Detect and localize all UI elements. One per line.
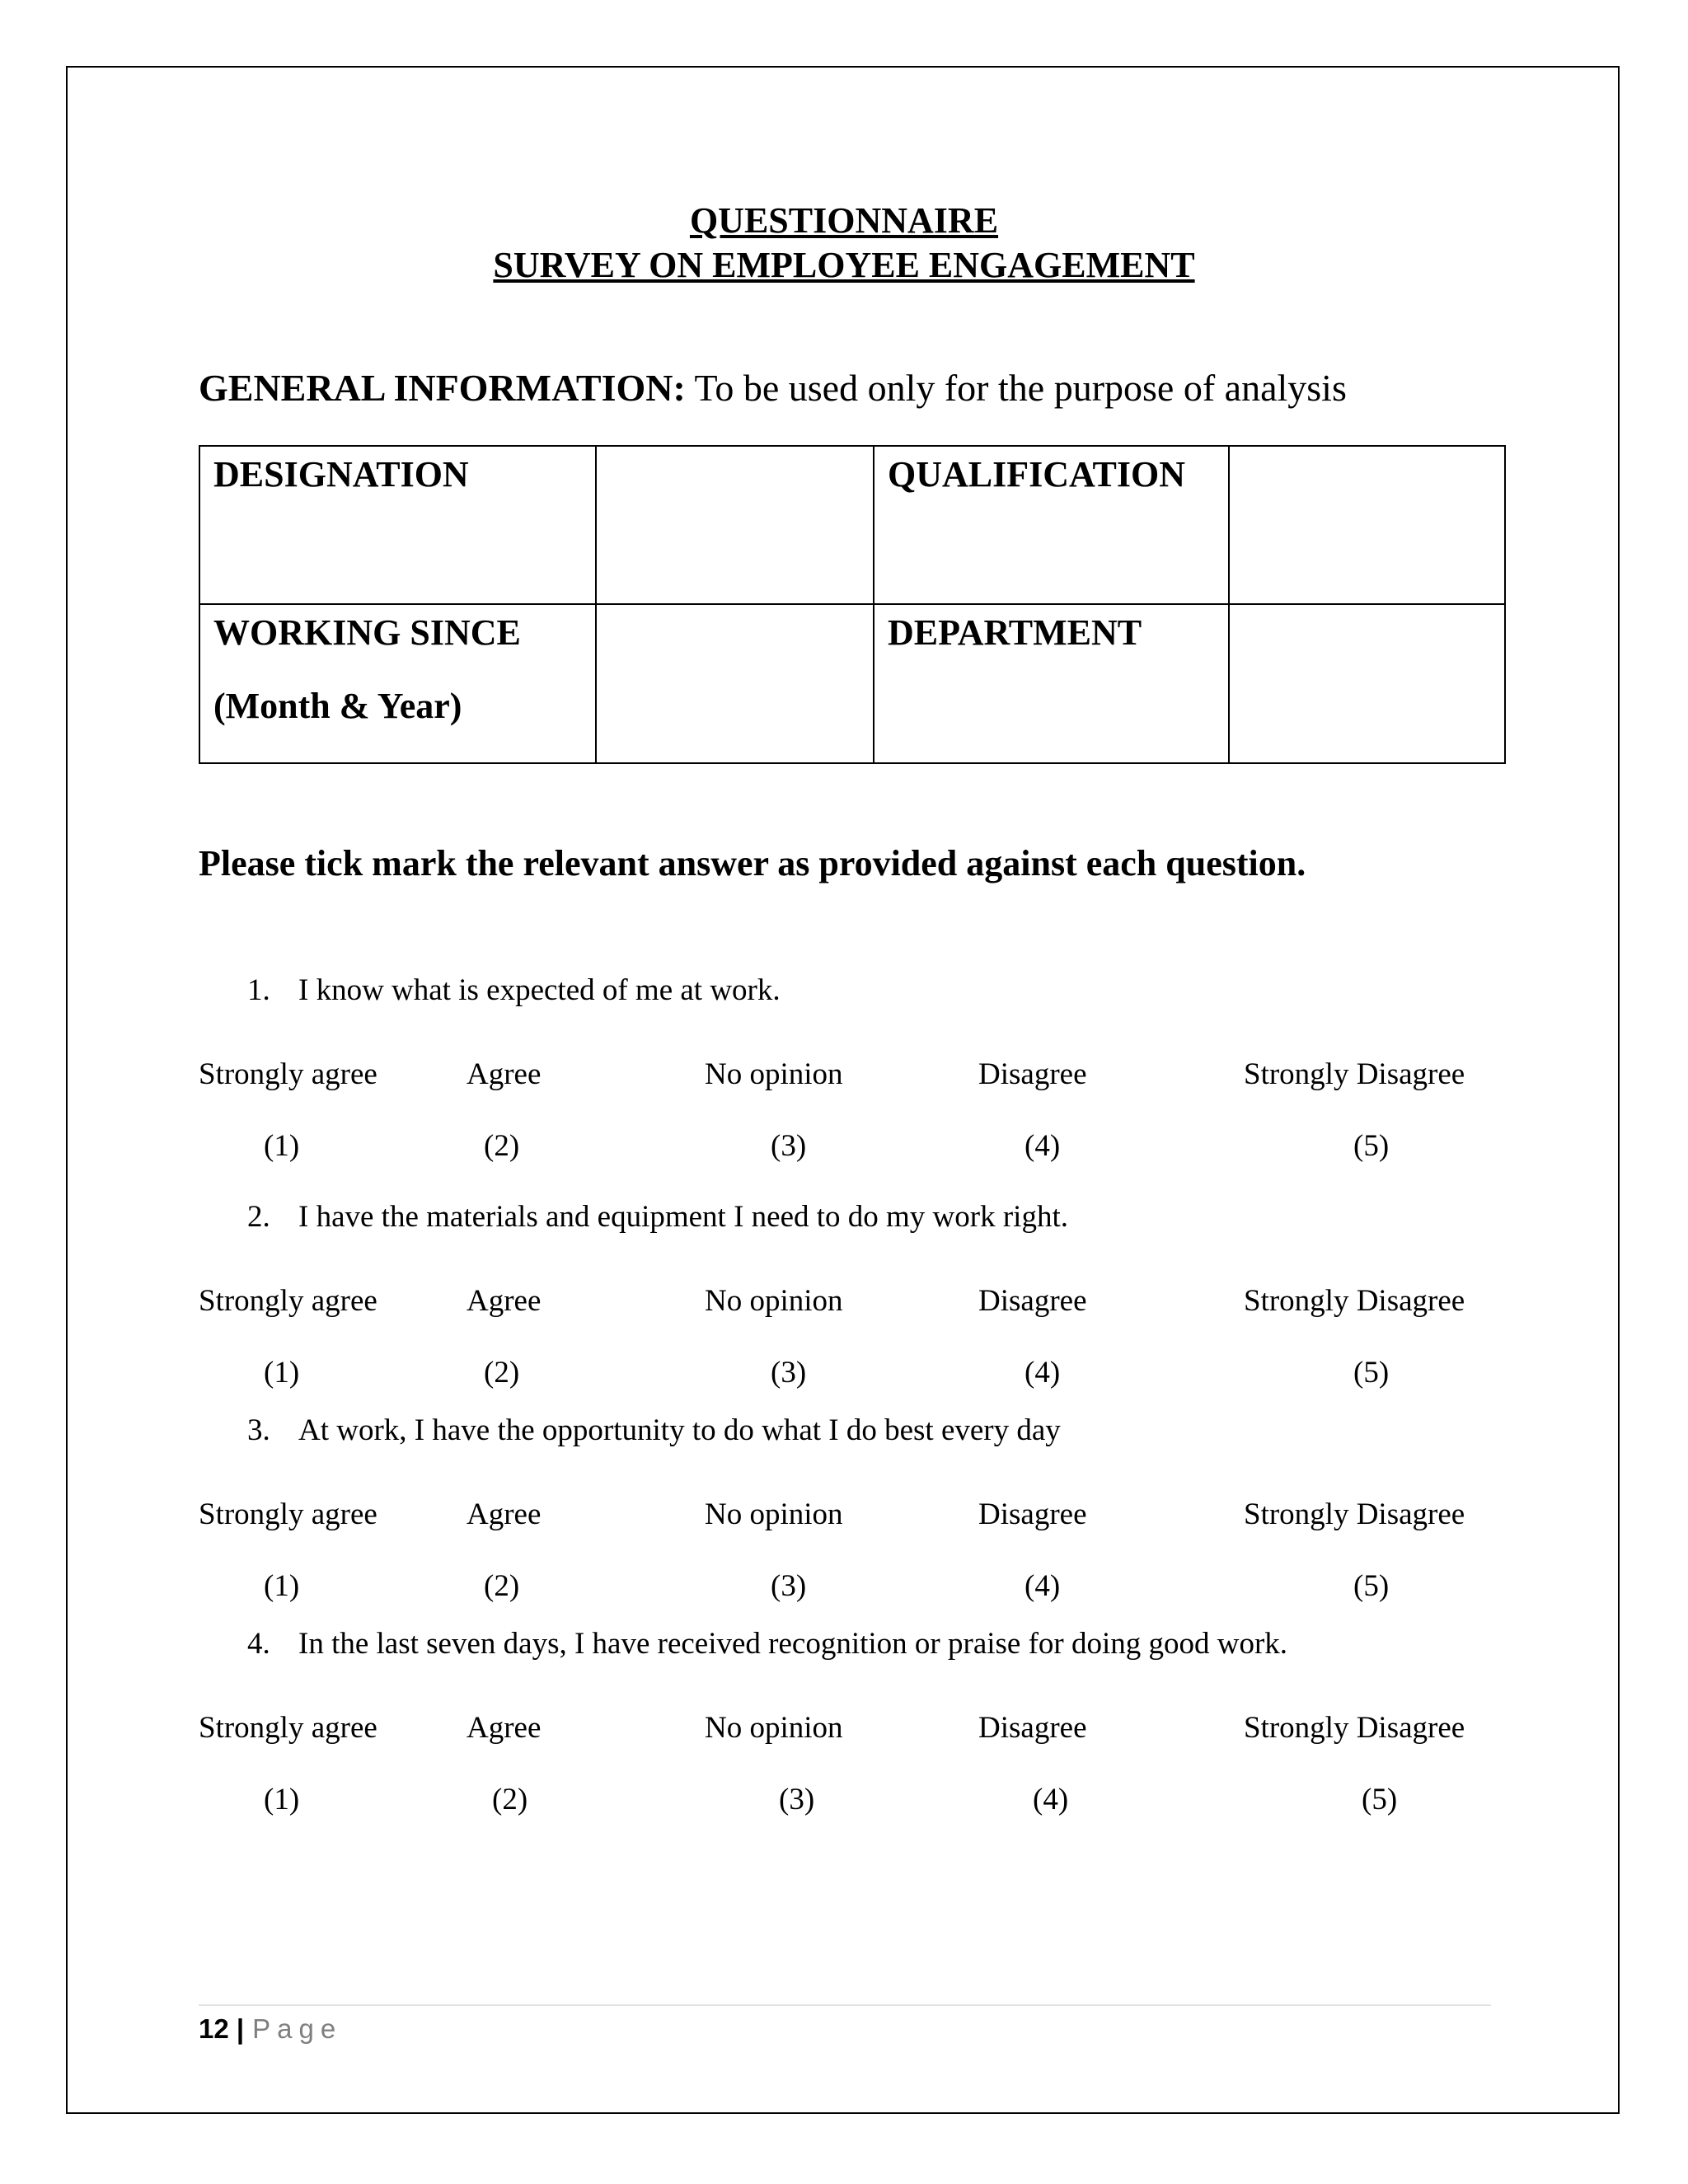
q2-option-5-label[interactable]: Strongly Disagree bbox=[1244, 1284, 1465, 1318]
q1-option-1-number[interactable]: (1) bbox=[264, 1129, 300, 1163]
page-footer bbox=[199, 2013, 342, 2045]
q1-option-4-label[interactable]: Disagree bbox=[978, 1057, 1087, 1091]
question-3 bbox=[247, 1413, 1061, 1448]
question-number: 3. bbox=[247, 1413, 270, 1447]
question-4 bbox=[247, 1626, 1287, 1661]
page-number: 12 bbox=[199, 2013, 229, 2044]
question-2 bbox=[247, 1199, 1068, 1235]
question-text: At work, I have the opportunity to do what I do best every day bbox=[298, 1413, 1061, 1447]
q2-option-4-label[interactable]: Disagree bbox=[978, 1284, 1087, 1318]
question-text: I know what is expected of me at work. bbox=[298, 973, 781, 1007]
q2-option-2-number[interactable]: (2) bbox=[484, 1356, 520, 1390]
footer-divider bbox=[199, 2004, 1491, 2006]
q1-option-5-number[interactable]: (5) bbox=[1353, 1129, 1390, 1163]
q4-option-2-label[interactable]: Agree bbox=[467, 1711, 542, 1745]
q3-option-1-label[interactable]: Strongly agree bbox=[199, 1497, 377, 1531]
department-label: DEPARTMENT bbox=[874, 604, 1229, 763]
q2-option-1-label[interactable]: Strongly agree bbox=[199, 1284, 377, 1318]
q1-option-2-number[interactable]: (2) bbox=[484, 1129, 520, 1163]
q3-option-2-number[interactable]: (2) bbox=[484, 1569, 520, 1603]
question-text: In the last seven days, I have received recognition or praise for doing good work. bbox=[298, 1627, 1288, 1661]
q4-option-1-number[interactable]: (1) bbox=[264, 1783, 300, 1816]
q1-option-3-number[interactable]: (3) bbox=[771, 1129, 807, 1163]
instruction-text: Please tick mark the relevant answer as provided against each question. bbox=[199, 843, 1306, 883]
q2-option-3-number[interactable]: (3) bbox=[771, 1356, 807, 1390]
designation-field[interactable] bbox=[596, 446, 874, 604]
q3-option-3-number[interactable]: (3) bbox=[771, 1569, 807, 1603]
q4-option-3-number[interactable]: (3) bbox=[779, 1783, 815, 1816]
general-information-text: To be used only for the purpose of analysis bbox=[685, 367, 1347, 409]
general-information bbox=[199, 366, 1347, 410]
q4-option-3-label[interactable]: No opinion bbox=[705, 1711, 843, 1745]
department-field[interactable] bbox=[1229, 604, 1505, 763]
q2-option-1-number[interactable]: (1) bbox=[264, 1356, 300, 1390]
q2-option-4-number[interactable]: (4) bbox=[1025, 1356, 1061, 1390]
question-1 bbox=[247, 972, 781, 1008]
general-information-table bbox=[199, 445, 1506, 764]
q2-option-3-label[interactable]: No opinion bbox=[705, 1284, 843, 1318]
month-year-text: (Month & Year) bbox=[213, 686, 462, 726]
q1-option-4-number[interactable]: (4) bbox=[1025, 1129, 1061, 1163]
question-number: 4. bbox=[247, 1627, 270, 1661]
q1-option-2-label[interactable]: Agree bbox=[467, 1057, 542, 1091]
document-subtitle: SURVEY ON EMPLOYEE ENGAGEMENT bbox=[493, 245, 1195, 285]
q1-option-3-label[interactable]: No opinion bbox=[705, 1057, 843, 1091]
q3-option-1-number[interactable]: (1) bbox=[264, 1569, 300, 1603]
q4-option-5-number[interactable]: (5) bbox=[1362, 1783, 1398, 1816]
q1-option-5-label[interactable]: Strongly Disagree bbox=[1244, 1057, 1465, 1091]
q3-option-5-label[interactable]: Strongly Disagree bbox=[1244, 1497, 1465, 1531]
q4-option-4-label[interactable]: Disagree bbox=[978, 1711, 1087, 1745]
q4-option-4-number[interactable]: (4) bbox=[1033, 1783, 1069, 1816]
working-since-label bbox=[199, 604, 596, 763]
qualification-label: QUALIFICATION bbox=[874, 446, 1229, 604]
q4-option-5-label[interactable]: Strongly Disagree bbox=[1244, 1711, 1465, 1745]
qualification-field[interactable] bbox=[1229, 446, 1505, 604]
question-number: 1. bbox=[247, 973, 270, 1007]
working-since-text: WORKING SINCE bbox=[213, 612, 521, 653]
q3-option-2-label[interactable]: Agree bbox=[467, 1497, 542, 1531]
q2-option-5-number[interactable]: (5) bbox=[1353, 1356, 1390, 1390]
document-title: QUESTIONNAIRE bbox=[689, 200, 999, 241]
general-information-heading: GENERAL INFORMATION: bbox=[199, 367, 686, 409]
q3-option-3-label[interactable]: No opinion bbox=[705, 1497, 843, 1531]
q4-option-1-label[interactable]: Strongly agree bbox=[199, 1711, 377, 1745]
q3-option-5-number[interactable]: (5) bbox=[1353, 1569, 1390, 1603]
question-number: 2. bbox=[247, 1200, 270, 1234]
working-since-field[interactable] bbox=[596, 604, 874, 763]
question-text: I have the materials and equipment I need to do my work right. bbox=[298, 1200, 1068, 1234]
q4-option-2-number[interactable]: (2) bbox=[492, 1783, 528, 1816]
q2-option-2-label[interactable]: Agree bbox=[467, 1284, 542, 1318]
q3-option-4-number[interactable]: (4) bbox=[1025, 1569, 1061, 1603]
q1-option-1-label[interactable]: Strongly agree bbox=[199, 1057, 377, 1091]
footer-separator: | bbox=[236, 2013, 245, 2044]
page-word: Page bbox=[252, 2013, 343, 2044]
q3-option-4-label[interactable]: Disagree bbox=[978, 1497, 1087, 1531]
designation-label: DESIGNATION bbox=[199, 446, 596, 604]
